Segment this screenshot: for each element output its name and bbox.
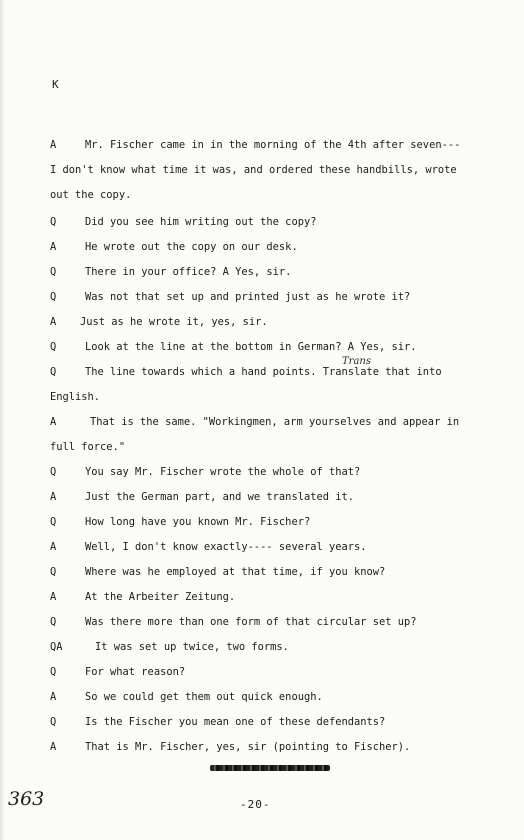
line-text: Well, I don't know exactly---- several years. bbox=[85, 541, 367, 553]
transcript-line bbox=[0, 337, 524, 357]
transcript-line bbox=[0, 262, 524, 282]
transcript-line bbox=[0, 662, 524, 682]
speaker-label: Q bbox=[50, 466, 57, 478]
transcript-line bbox=[0, 212, 524, 232]
transcript-line bbox=[0, 587, 524, 607]
line-text: out the copy. bbox=[50, 189, 132, 201]
transcript-line bbox=[0, 487, 524, 507]
speaker-label: A bbox=[50, 416, 57, 428]
line-text: There in your office? A Yes, sir. bbox=[85, 266, 292, 278]
speaker-label: Q bbox=[50, 716, 57, 728]
line-text: I don't know what time it was, and ordered these handbills, wrote bbox=[50, 164, 457, 176]
transcript-line bbox=[0, 362, 524, 382]
line-text: Is the Fischer you mean one of these defendants? bbox=[85, 716, 386, 728]
speaker-label: A bbox=[50, 139, 57, 151]
line-text: Where was he employed at that time, if you know? bbox=[85, 566, 386, 578]
speaker-label: A bbox=[50, 316, 57, 328]
speaker-label: Q bbox=[50, 616, 57, 628]
transcript-line bbox=[0, 185, 524, 205]
speaker-label: A bbox=[50, 241, 57, 253]
line-text: He wrote out the copy on our desk. bbox=[85, 241, 298, 253]
speaker-label: A bbox=[50, 491, 57, 503]
transcript-line bbox=[0, 387, 524, 407]
speaker-label: Q bbox=[50, 516, 57, 528]
line-text: Did you see him writing out the copy? bbox=[85, 216, 317, 228]
transcript-line bbox=[0, 737, 524, 757]
line-text: Just as he wrote it, yes, sir. bbox=[80, 316, 268, 328]
line-text: For what reason? bbox=[85, 666, 186, 678]
line-text: The line towards which a hand points. Translate that into bbox=[85, 366, 442, 378]
speaker-label: Q bbox=[50, 666, 57, 678]
speaker-label: Q bbox=[50, 341, 57, 353]
line-text: At the Arbeiter Zeitung. bbox=[85, 591, 236, 603]
transcript-line bbox=[0, 637, 524, 657]
speaker-label: A bbox=[50, 591, 57, 603]
transcript-line bbox=[0, 312, 524, 332]
transcript-line bbox=[0, 287, 524, 307]
line-text: Was there more than one form of that circular set up? bbox=[85, 616, 417, 628]
line-text: Just the German part, and we translated it. bbox=[85, 491, 354, 503]
transcript-line bbox=[0, 237, 524, 257]
transcript-line bbox=[0, 135, 524, 155]
struck-out-text bbox=[210, 765, 330, 771]
line-text: English. bbox=[50, 391, 101, 403]
speaker-label: Q bbox=[50, 291, 57, 303]
transcript-line bbox=[0, 160, 524, 180]
line-text: So we could get them out quick enough. bbox=[85, 691, 323, 703]
transcript-line bbox=[0, 612, 524, 632]
line-text: Was not that set up and printed just as he wrote it? bbox=[85, 291, 411, 303]
speaker-label: QA bbox=[50, 641, 63, 653]
section-letter: K bbox=[52, 78, 60, 91]
speaker-label: Q bbox=[50, 216, 57, 228]
line-text: It was set up twice, two forms. bbox=[95, 641, 289, 653]
speaker-label: Q bbox=[50, 366, 57, 378]
page-number: -20- bbox=[240, 798, 271, 811]
line-text: How long have you known Mr. Fischer? bbox=[85, 516, 311, 528]
speaker-label: Q bbox=[50, 266, 57, 278]
line-text: full force." bbox=[50, 441, 126, 453]
speaker-label: A bbox=[50, 691, 57, 703]
transcript-line bbox=[0, 562, 524, 582]
line-text: That is Mr. Fischer, yes, sir (pointing to Fischer). bbox=[85, 741, 411, 753]
speaker-label: Q bbox=[50, 566, 57, 578]
transcript-line bbox=[0, 437, 524, 457]
line-text: That is the same. "Workingmen, arm yourselves and appear in bbox=[90, 416, 460, 428]
line-text: Look at the line at the bottom in German? A Yes, sir. bbox=[85, 341, 417, 353]
line-text: Mr. Fischer came in in the morning of the 4th after seven--- bbox=[85, 139, 461, 151]
handwritten-insertion: Trans bbox=[342, 356, 371, 367]
transcript-line bbox=[0, 712, 524, 732]
transcript-line bbox=[0, 512, 524, 532]
speaker-label: A bbox=[50, 541, 57, 553]
transcript-line bbox=[0, 537, 524, 557]
margin-page-number: 363 bbox=[8, 788, 45, 810]
speaker-label: A bbox=[50, 741, 57, 753]
transcript-line bbox=[0, 462, 524, 482]
transcript-line bbox=[0, 687, 524, 707]
line-text: You say Mr. Fischer wrote the whole of that? bbox=[85, 466, 361, 478]
transcript-line bbox=[0, 412, 524, 432]
